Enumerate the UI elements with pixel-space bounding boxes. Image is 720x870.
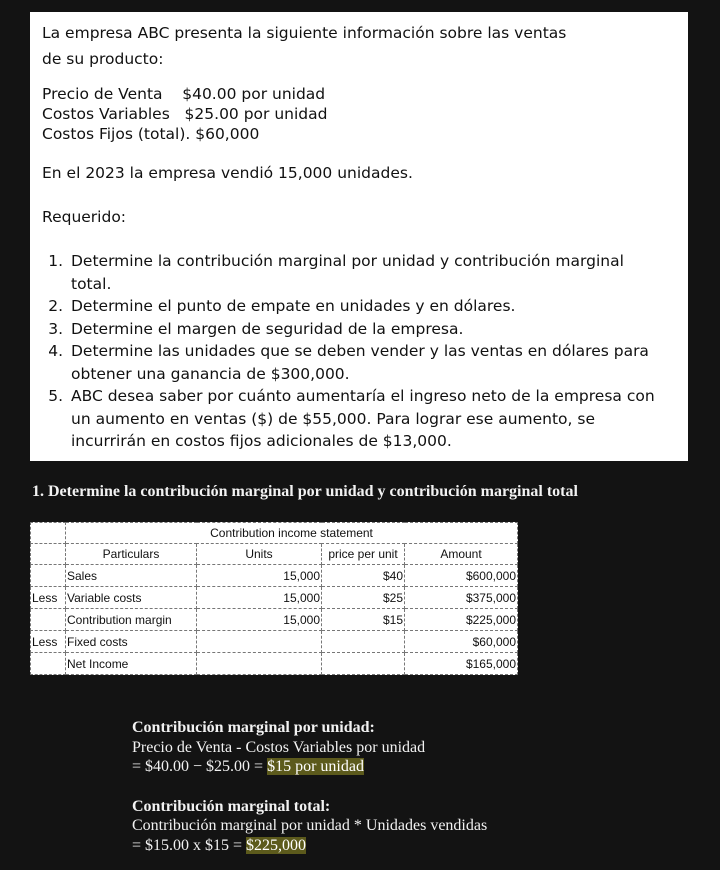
row-units bbox=[197, 653, 322, 675]
table-header-row bbox=[31, 544, 518, 565]
unit-margin-calc bbox=[132, 757, 487, 777]
contribution-income-statement bbox=[30, 522, 518, 675]
requirement-item: 3. Determine el margen de seguridad de la empresa. bbox=[68, 318, 668, 341]
requirements-list bbox=[42, 250, 668, 453]
row-label: Variable costs bbox=[66, 587, 197, 609]
table-row bbox=[31, 565, 518, 587]
row-prefix: Less bbox=[31, 587, 66, 609]
row-prefix bbox=[31, 565, 66, 587]
problem-intro bbox=[42, 20, 688, 72]
row-prefix bbox=[31, 653, 66, 675]
total-margin-title: Contribución marginal total: bbox=[132, 797, 331, 815]
requirement-item: 1. Determine la contribución marginal por unidad y contribución marginal total. bbox=[68, 250, 668, 295]
row-price: $15 bbox=[322, 609, 405, 631]
table-row bbox=[31, 609, 518, 631]
intro-line-2: de su producto: bbox=[42, 50, 164, 68]
unit-margin-title: Contribución marginal por unidad: bbox=[132, 719, 375, 736]
table-title: Contribution income statement bbox=[66, 523, 518, 544]
unit-margin-formula: Precio de Venta - Costos Variables por unidad bbox=[132, 738, 426, 756]
total-calc-text: = $15.00 x $15 = bbox=[132, 836, 247, 854]
table-title-row bbox=[31, 523, 518, 544]
row-units: 15,000 bbox=[197, 565, 322, 587]
row-amount: $375,000 bbox=[405, 587, 518, 609]
requirement-item: 5. ABC desea saber por cuánto aumentaría el ingreso neto de la empresa con un aumento en ventas ($) de $55,000. Para lograr ese aumento, se incurrirán en costos fijos adicionales de $13,000. bbox=[68, 385, 668, 453]
table-row bbox=[31, 653, 518, 675]
row-label: Fixed costs bbox=[66, 631, 197, 653]
row-label: Contribution margin bbox=[66, 609, 197, 631]
row-prefix: Less bbox=[31, 631, 66, 653]
row-units bbox=[197, 631, 322, 653]
row-units: 15,000 bbox=[197, 609, 322, 631]
row-amount: $600,000 bbox=[405, 565, 518, 587]
row-price: $25 bbox=[322, 587, 405, 609]
row-prefix bbox=[31, 609, 66, 631]
row-price bbox=[322, 631, 405, 653]
units-sold-line: En el 2023 la empresa vendió 15,000 unidades. bbox=[42, 164, 413, 182]
requirement-item: 4. Determine las unidades que se deben vender y las ventas en dólares para obtener una ganancia de $300,000. bbox=[68, 340, 668, 385]
row-price bbox=[322, 653, 405, 675]
unit-calc-text: = $40.00 − $25.00 = bbox=[132, 758, 268, 775]
header-particulars: Particulars bbox=[66, 544, 197, 565]
row-amount: $165,000 bbox=[405, 653, 518, 675]
variable-costs-line: Costos Variables $25.00 por unidad bbox=[42, 105, 328, 123]
total-margin-formula: Contribución marginal por unidad * Unidades vendidas bbox=[132, 817, 488, 834]
problem-statement-card bbox=[30, 12, 688, 461]
sale-price-line: Precio de Venta $40.00 por unidad bbox=[42, 85, 326, 103]
required-label: Requerido: bbox=[42, 208, 127, 226]
table-cell bbox=[31, 544, 66, 565]
row-amount: $225,000 bbox=[405, 609, 518, 631]
header-units: Units bbox=[197, 544, 322, 565]
header-amount: Amount bbox=[405, 544, 518, 565]
fixed-costs-line: Costos Fijos (total). $60,000 bbox=[42, 125, 260, 143]
unit-margin-result: $15 por unidad bbox=[267, 758, 364, 775]
row-label: Sales bbox=[66, 565, 197, 587]
table-row bbox=[31, 587, 518, 609]
total-margin-calc bbox=[132, 836, 487, 856]
table-row bbox=[31, 631, 518, 653]
header-price: price per unit bbox=[322, 544, 405, 565]
problem-data bbox=[42, 84, 688, 144]
row-units: 15,000 bbox=[197, 587, 322, 609]
row-price: $40 bbox=[322, 565, 405, 587]
section-title: 1. Determine la contribución marginal por unidad y contribución marginal total bbox=[32, 483, 578, 500]
intro-line-1: La empresa ABC presenta la siguiente información sobre las ventas bbox=[42, 24, 567, 42]
table-cell bbox=[31, 523, 66, 544]
total-margin-result: $225,000 bbox=[246, 836, 307, 854]
row-label: Net Income bbox=[66, 653, 197, 675]
explanation-block bbox=[132, 718, 487, 855]
row-amount: $60,000 bbox=[405, 631, 518, 653]
requirement-item: 2. Determine el punto de empate en unidades y en dólares. bbox=[68, 295, 668, 318]
